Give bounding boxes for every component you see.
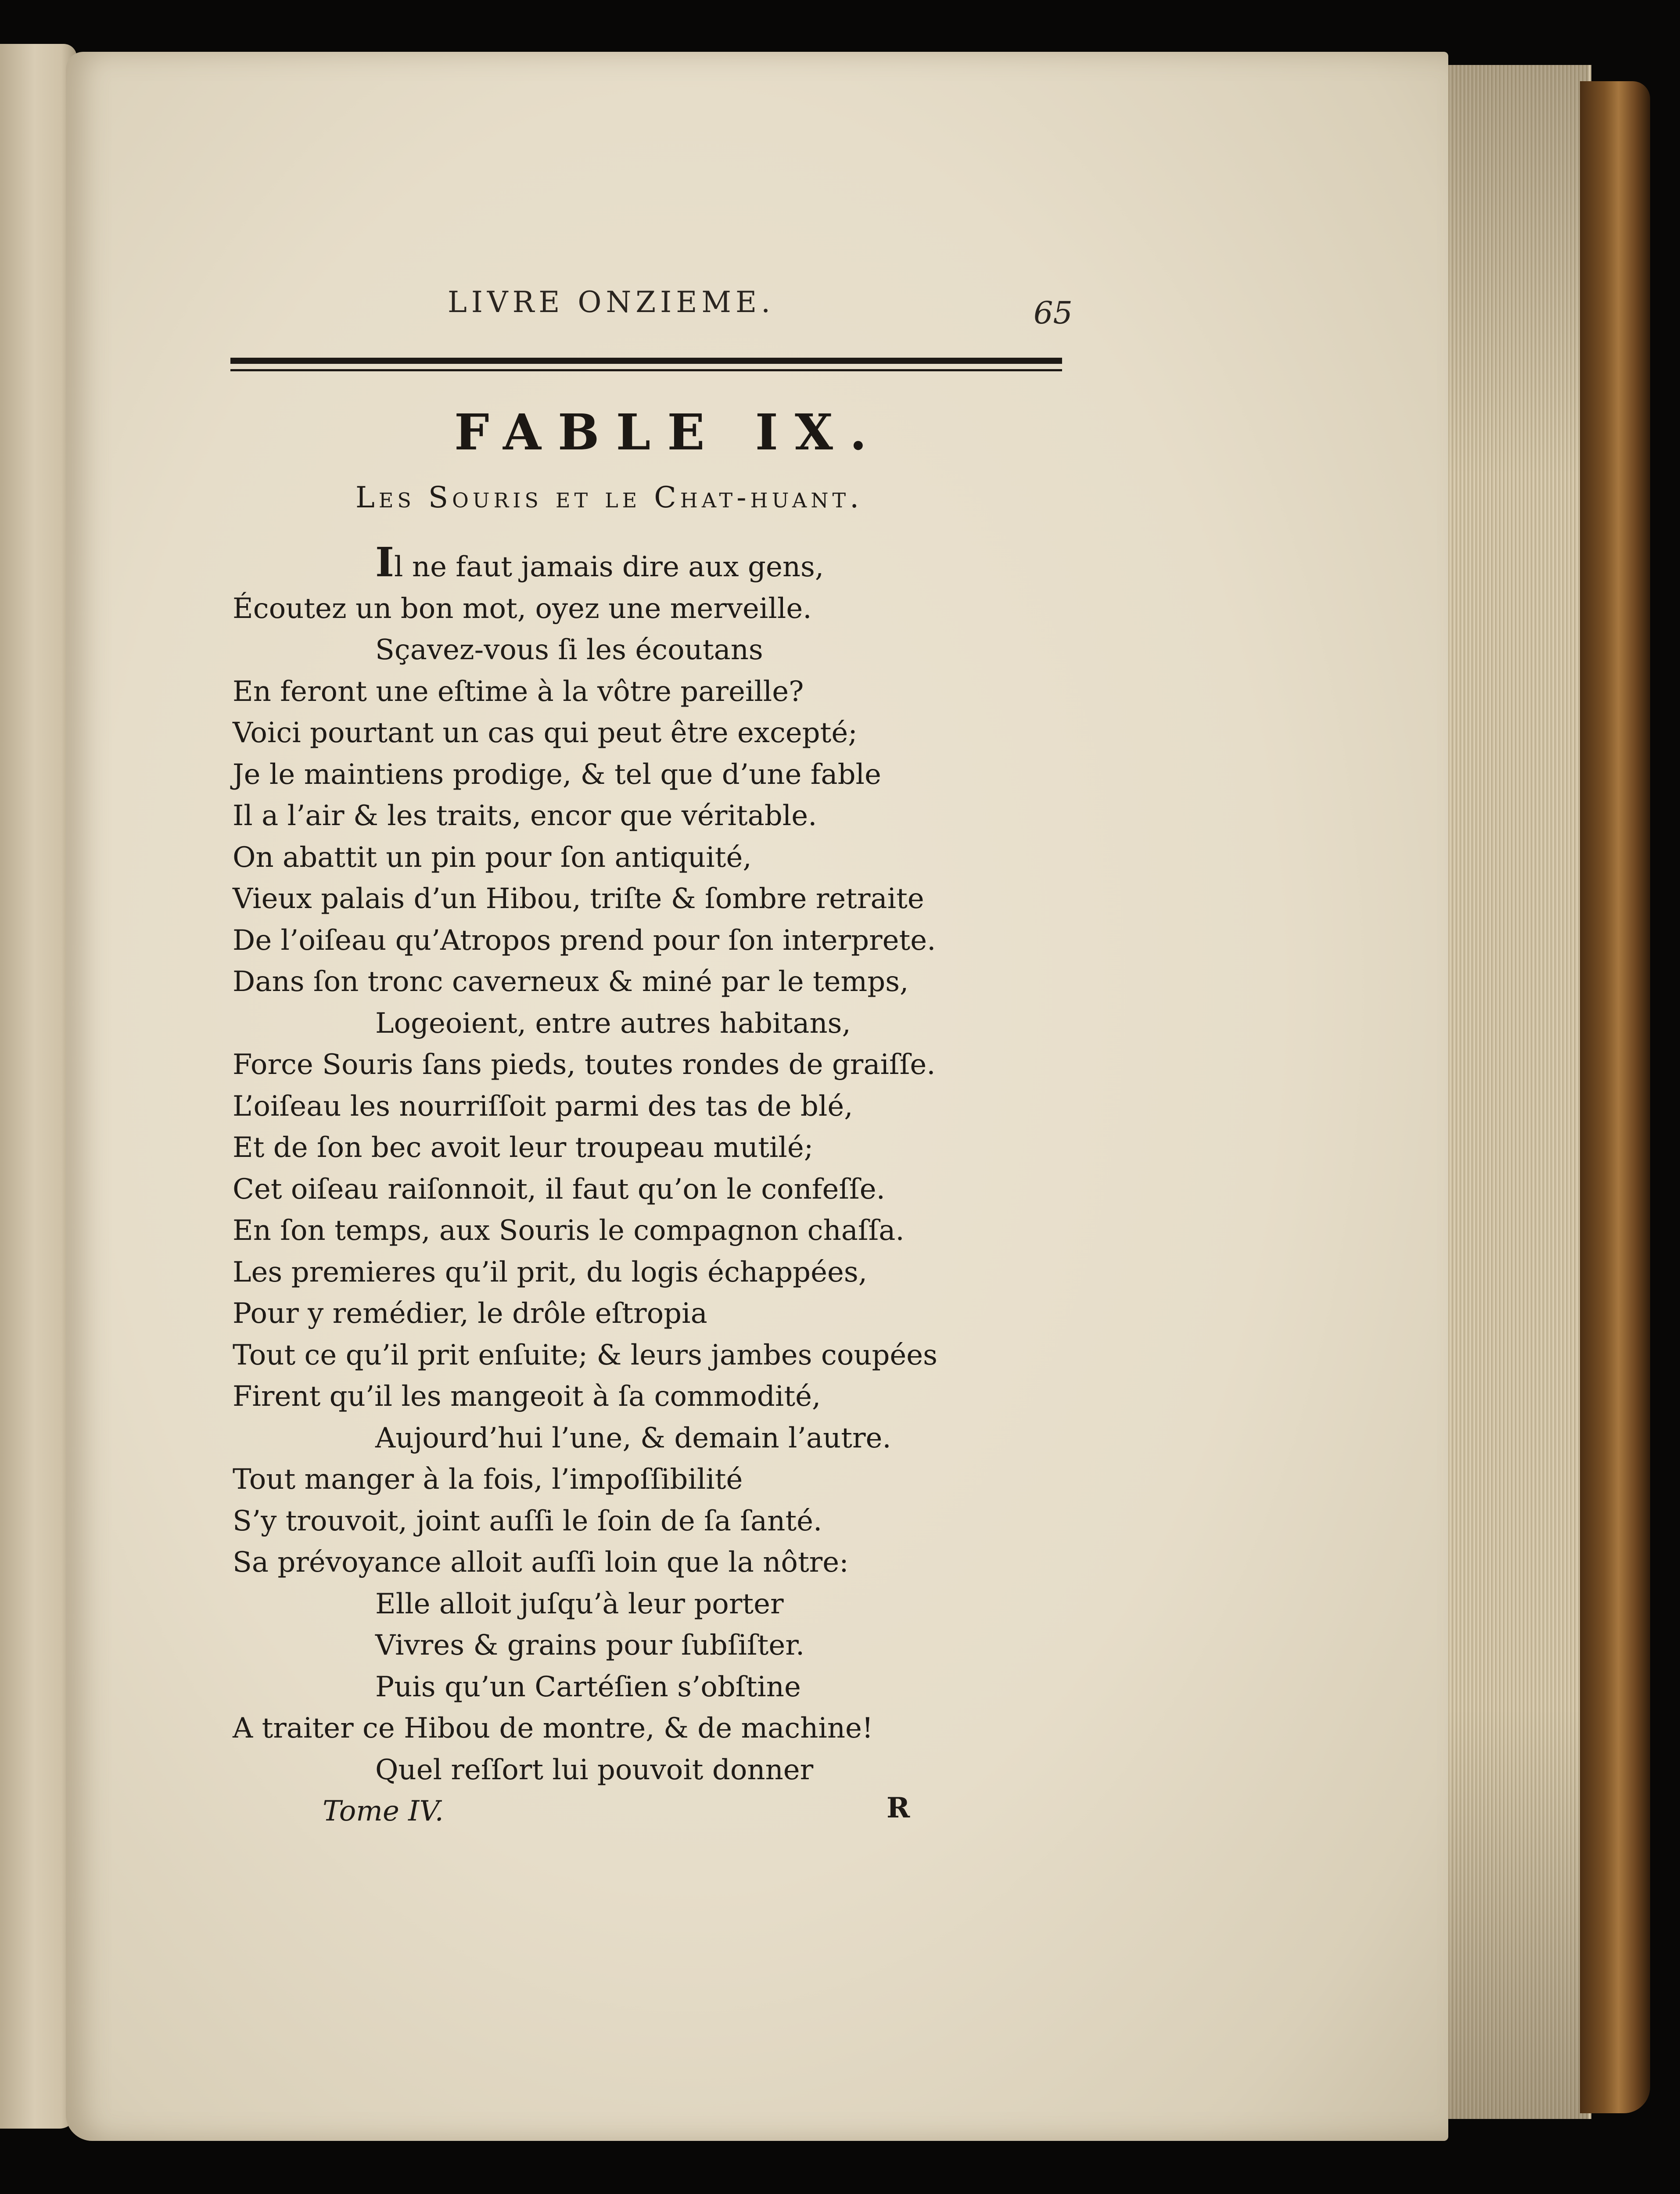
previous-page-edge — [0, 44, 77, 2129]
verse-line-text: Cet oiſeau raiſonnoit, il faut qu’on le confeſſe. — [233, 1173, 885, 1206]
verse-line-text: Tout manger à la fois, l’impoſſibilité — [233, 1463, 743, 1496]
verse-line-text: Je le maintiens prodige, & tel que d’une fable — [233, 758, 881, 791]
verse-line — [233, 1418, 937, 1459]
verse-line — [233, 1127, 937, 1169]
verse-line-text: Aujourd’hui l’une, & demain l’autre. — [375, 1422, 891, 1454]
verse-line — [233, 1169, 937, 1210]
verse-line — [233, 1210, 937, 1252]
verse-line — [233, 671, 937, 713]
verse-line-text: Écoutez un bon mot, oyez une merveille. — [233, 592, 812, 625]
verse-line — [233, 539, 937, 588]
fable-subtitle: Les Souris et le Chat-huant. — [355, 481, 863, 514]
header-rule-thin — [230, 369, 1062, 371]
verse-line — [233, 712, 937, 754]
verse-line-text: Quel reſſort lui pouvoit donner — [375, 1753, 814, 1786]
verse-line — [233, 754, 937, 796]
verse-line-text: S’y trouvoit, joint auſſi le ſoin de ſa ſanté. — [233, 1505, 822, 1537]
verse-line-text: En ſon temps, aux Souris le compagnon chaſſa. — [233, 1214, 905, 1247]
verse-line-text: Il a l’air & les traits, encor que véritable. — [233, 800, 817, 832]
verse-line — [233, 837, 937, 879]
verse-line-text: On abattit un pin pour ſon antiquité, — [233, 841, 752, 874]
verse-line-text: Vivres & grains pour ſubſiſter. — [375, 1629, 805, 1662]
leather-binding — [1580, 81, 1650, 2113]
verse-line-text: Les premieres qu’il prit, du logis échappées, — [233, 1256, 868, 1289]
verse-line — [233, 1335, 937, 1376]
verse-line — [233, 1625, 937, 1666]
verse-line-text: Vieux palais d’un Hibou, triſte & ſombre retraite — [233, 883, 924, 915]
verse-line — [233, 1459, 937, 1501]
verse-line — [233, 961, 937, 1003]
verse-line — [233, 1086, 937, 1128]
verse-line — [233, 1376, 937, 1418]
verse-line-text: l ne faut jamais dire aux gens, — [394, 551, 824, 583]
verse-line — [233, 588, 937, 630]
verse-line-text: En feront une eſtime à la vôtre pareille? — [233, 675, 804, 708]
verse-line-text: L’oiſeau les nourriſſoit parmi des tas de blé, — [233, 1090, 853, 1123]
verse-line-text: Firent qu’il les mangeoit à ſa commodité, — [233, 1380, 821, 1413]
verse-line-text: Et de ſon bec avoit leur troupeau mutilé; — [233, 1131, 814, 1164]
volume-label: Tome IV. — [323, 1795, 444, 1828]
verse-line-text: Sa prévoyance alloit auſſi loin que la nôtre: — [233, 1546, 849, 1579]
verse-line-text: Sçavez-vous ſi les écoutans — [375, 634, 763, 666]
verse-line — [233, 878, 937, 920]
page-number: 65 — [1034, 295, 1073, 331]
verse-line-text: Puis qu’un Cartéſien s’obſtine — [375, 1670, 801, 1703]
verse-line-text: Pour y remédier, le drôle eſtropia — [233, 1297, 707, 1330]
fable-title: FABLE IX. — [454, 404, 883, 461]
verse-line — [233, 1003, 937, 1045]
verse-line-text: Elle alloit juſqu’à leur porter — [375, 1587, 784, 1620]
drop-cap: I — [375, 539, 395, 586]
verse-line — [233, 629, 937, 671]
verse-line-text: A traiter ce Hibou de montre, & de machine! — [233, 1712, 873, 1745]
header-rule-thick — [230, 358, 1062, 364]
verse-block — [233, 539, 937, 1791]
fore-edge-shadow — [1435, 65, 1589, 2119]
verse-line-text: Tout ce qu’il prit enſuite; & leurs jambes coupées — [233, 1339, 937, 1372]
verse-line — [233, 1666, 937, 1708]
verse-line — [233, 1584, 937, 1625]
verse-line-text: Voici pourtant un cas qui peut être excepté; — [233, 717, 858, 749]
verse-line — [233, 1293, 937, 1335]
verse-line — [233, 1542, 937, 1584]
verse-line-text: Logeoient, entre autres habitans, — [375, 1007, 851, 1040]
verse-line — [233, 1708, 937, 1749]
running-head: LIVRE ONZIEME. — [448, 285, 775, 319]
verse-line — [233, 1749, 937, 1791]
verse-line — [233, 1252, 937, 1293]
verse-line-text: Force Souris ſans pieds, toutes rondes de graiſſe. — [233, 1049, 936, 1081]
verse-line-text: De l’oiſeau qu’Atropos prend pour ſon interprete. — [233, 924, 936, 957]
verse-line — [233, 1501, 937, 1542]
verse-line — [233, 1044, 937, 1086]
verse-line-text: Dans ſon tronc caverneux & miné par le temps, — [233, 966, 909, 998]
signature-mark: R — [887, 1792, 910, 1824]
verse-line — [233, 795, 937, 837]
verse-line — [233, 920, 937, 962]
